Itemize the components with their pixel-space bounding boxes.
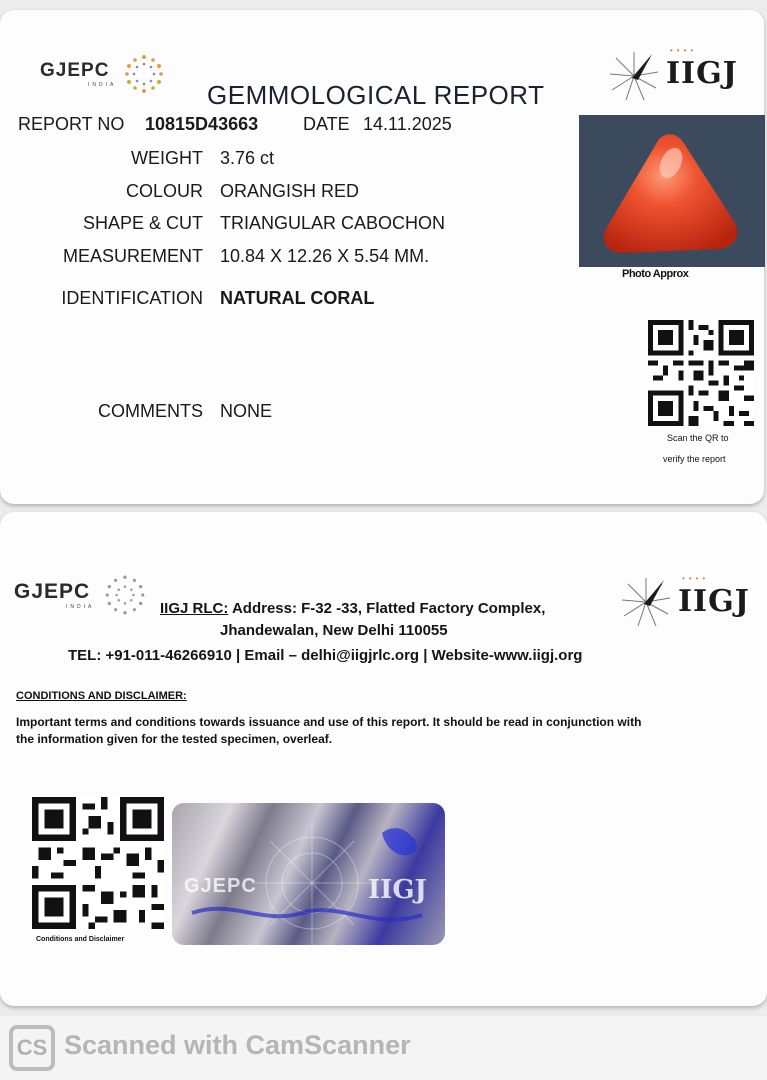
date-value: 14.11.2025 bbox=[363, 114, 452, 134]
camscanner-icon: CS bbox=[9, 1025, 55, 1071]
iigj-dots-icon-back: •••• bbox=[682, 574, 710, 583]
address-line1 bbox=[160, 600, 545, 617]
security-hologram bbox=[172, 803, 445, 945]
qr-caption-line2: verify the report bbox=[663, 454, 726, 464]
conditions-qr-caption: Conditions and Disclaimer bbox=[36, 936, 125, 943]
report-no-value: 10815D43663 bbox=[145, 114, 259, 134]
address-org: IIGJ RLC: bbox=[160, 600, 229, 617]
camscanner-text: Scanned with CamScanner bbox=[64, 1030, 411, 1060]
iigj-logo-text-back: IIGJ bbox=[678, 584, 750, 619]
date-label: DATE bbox=[303, 114, 350, 134]
qr-caption-line1: Scan the QR to bbox=[667, 433, 729, 443]
report-title: GEMMOLOGICAL REPORT bbox=[207, 80, 545, 110]
conditions-title: CONDITIONS AND DISCLAIMER: bbox=[16, 690, 187, 702]
shape-cut-value: TRIANGULAR CABOCHON bbox=[220, 213, 446, 233]
report-card-front bbox=[0, 10, 764, 504]
gjepc-burst-icon-back bbox=[102, 572, 148, 618]
gjepc-burst-icon bbox=[122, 52, 166, 96]
comments-value: NONE bbox=[220, 401, 273, 421]
iigj-logo bbox=[608, 42, 748, 102]
iigj-star-icon bbox=[608, 50, 660, 102]
contact-line: TEL: +91-011-46266910 | Email – delhi@iigjrlc.org | Website-www.iigj.org bbox=[68, 647, 583, 664]
measurement-value: 10.84 X 12.26 X 5.54 MM. bbox=[220, 246, 430, 266]
iigj-logo-back bbox=[620, 574, 760, 634]
shape-cut-label: SHAPE & CUT bbox=[82, 213, 203, 233]
gjepc-logo bbox=[40, 58, 170, 98]
gjepc-logo-subtext-back: INDIA bbox=[66, 604, 95, 610]
address-text: Address: F-32 -33, Flatted Factory Complex, bbox=[228, 600, 546, 617]
hologram-gjepc-text: GJEPC bbox=[184, 875, 257, 897]
address-line2: Jhandewalan, New Delhi 110055 bbox=[220, 622, 448, 639]
report-card-back bbox=[0, 512, 767, 1006]
coral-gem-image bbox=[579, 115, 765, 267]
weight-value: 3.76 ct bbox=[220, 148, 275, 168]
iigj-dots-icon: •••• bbox=[670, 46, 698, 55]
iigj-logo-text: IIGJ bbox=[666, 56, 738, 91]
colour-label: COLOUR bbox=[125, 181, 203, 201]
weight-label: WEIGHT bbox=[131, 148, 203, 168]
comments-label: COMMENTS bbox=[98, 401, 203, 421]
hologram-iigj-text: IIGJ bbox=[368, 875, 427, 905]
photo-caption: Photo Approx bbox=[622, 268, 689, 280]
report-no-label: REPORT NO bbox=[18, 114, 125, 134]
scanner-footer bbox=[0, 1016, 767, 1080]
conditions-line1: Important terms and conditions towards issuance and use of this report. It should be read in conjunction with bbox=[16, 715, 642, 729]
gjepc-logo-text: GJEPC bbox=[40, 60, 110, 81]
identification-label: IDENTIFICATION bbox=[61, 288, 203, 308]
gjepc-logo-text-back: GJEPC bbox=[14, 580, 91, 603]
conditions-line2: the information given for the tested specimen, overleaf. bbox=[16, 732, 333, 746]
verify-qr-code[interactable] bbox=[648, 320, 754, 426]
colour-value: ORANGISH RED bbox=[220, 181, 360, 201]
gem-photo bbox=[579, 115, 765, 267]
iigj-star-icon-back bbox=[620, 576, 672, 628]
gjepc-logo-back bbox=[14, 576, 154, 620]
gjepc-logo-subtext: INDIA bbox=[88, 82, 117, 88]
measurement-label: MEASUREMENT bbox=[62, 246, 203, 266]
conditions-qr-code[interactable] bbox=[32, 797, 164, 929]
identification-value: NATURAL CORAL bbox=[220, 288, 375, 308]
